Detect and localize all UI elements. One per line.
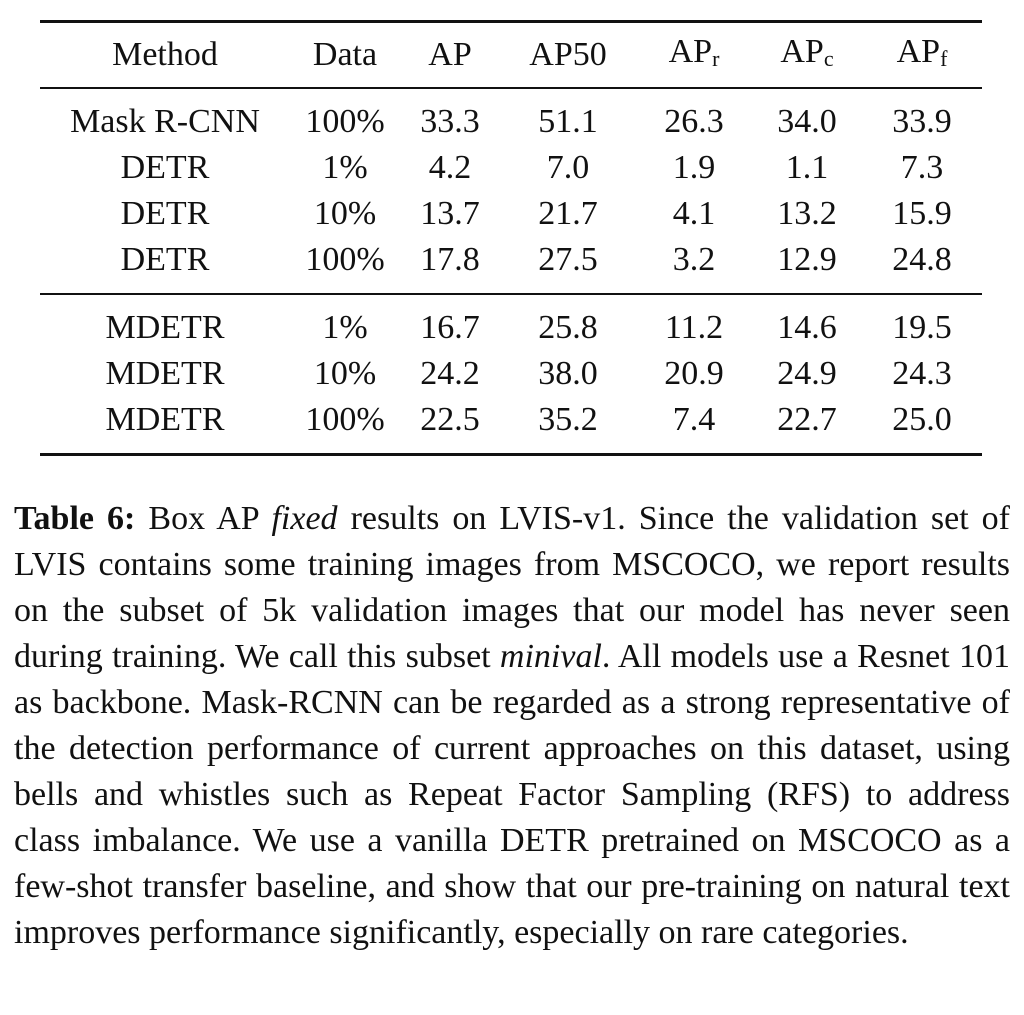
cell-apc: 34.0 [777,103,837,140]
cell-apr: 4.1 [672,195,716,232]
table-row [40,88,982,145]
header-row [40,22,982,89]
caption-label: Table 6: [14,500,136,537]
cell-apf: 33.9 [892,103,952,140]
cell-ap50: 51.1 [538,103,598,140]
table-row [40,351,982,397]
header-apr-sub: r [712,45,720,71]
baseline-rows [40,88,982,294]
results-table [40,20,982,456]
cell-method: DETR [120,195,210,232]
caption-emphasis-minival: minival [499,638,602,675]
cell-data: 100% [305,241,385,278]
cell-apf: 19.5 [892,309,952,346]
cell-ap50: 38.0 [538,355,598,392]
cell-ap: 16.7 [420,309,480,346]
header-apf-base: AP [896,32,941,70]
header-apr [636,22,752,89]
header-ap50: AP50 [529,36,607,73]
table-caption [14,496,1010,956]
cell-ap: 17.8 [420,241,480,278]
table-row [40,145,982,191]
header-ap: AP [428,36,472,73]
header-apc-sub: c [823,45,834,71]
cell-method: Mask R-CNN [70,103,260,140]
cell-data: 1% [322,149,368,186]
cell-method: DETR [120,241,210,278]
cell-apr: 7.4 [672,401,716,438]
caption-text-part3: . All models use a Resnet 101 as backbone. Mask-RCNN can be regarded as a strong representative of the detection performance of current approaches on this dataset, using bells and whistles such as Repeat Factor Sampling (RFS) to address class imbalance. We use a vanilla DETR pretrained on MSCOCO as a few-shot transfer baseline, and show that our pre-training on natural text improves performance significantly, especially on rare categories. [14,638,1010,951]
table-row [40,237,982,294]
header-apc [752,22,862,89]
header-data: Data [312,36,378,73]
cell-ap50: 7.0 [546,149,590,186]
cell-apc: 14.6 [777,309,837,346]
cell-apr: 1.9 [672,149,716,186]
cell-ap: 13.7 [420,195,480,232]
cell-apf: 15.9 [892,195,952,232]
cell-data: 1% [322,309,368,346]
cell-apc: 24.9 [777,355,837,392]
header-apf [862,22,982,89]
header-apc-base: AP [780,32,824,70]
cell-apr: 26.3 [664,103,724,140]
cell-apr: 3.2 [672,241,716,278]
cell-apf: 25.0 [892,401,952,438]
table-row [40,397,982,455]
cell-data: 10% [313,355,377,392]
header-apr-base: AP [668,32,713,70]
cell-apr: 11.2 [664,309,724,346]
cell-data: 10% [313,195,377,232]
table-header [40,22,982,89]
cell-apc: 22.7 [777,401,837,438]
cell-apc: 12.9 [777,241,837,278]
cell-method: MDETR [105,309,225,346]
cell-method: MDETR [105,401,225,438]
cell-apf: 7.3 [900,149,944,186]
caption-text-part2: results on LVIS-v1. Since the validation set of LVIS contains some training images from MSCOCO, we report results on the subset of 5k validation images that our model has never seen during training. We call this subset [14,500,1010,675]
results-table-container [40,20,982,456]
mdetr-rows [40,294,982,455]
table-row [40,294,982,351]
caption-text-part1: Box AP [135,500,272,537]
cell-apc: 13.2 [777,195,837,232]
cell-method: MDETR [105,355,225,392]
cell-ap: 24.2 [420,355,480,392]
cell-ap: 22.5 [420,401,480,438]
cell-ap: 4.2 [428,149,472,186]
caption-emphasis-fixed: fixed [271,500,338,537]
cell-ap: 33.3 [420,103,480,140]
cell-ap50: 21.7 [538,195,598,232]
header-method: Method [112,36,218,73]
cell-apf: 24.8 [892,241,952,278]
cell-ap50: 27.5 [538,241,598,278]
cell-data: 100% [305,103,385,140]
header-apf-sub: f [940,45,948,71]
cell-ap50: 35.2 [538,401,598,438]
cell-apr: 20.9 [664,355,724,392]
cell-apf: 24.3 [892,355,952,392]
cell-data: 100% [305,401,385,438]
table-row [40,191,982,237]
cell-apc: 1.1 [785,149,829,186]
cell-method: DETR [120,149,210,186]
cell-ap50: 25.8 [538,309,598,346]
